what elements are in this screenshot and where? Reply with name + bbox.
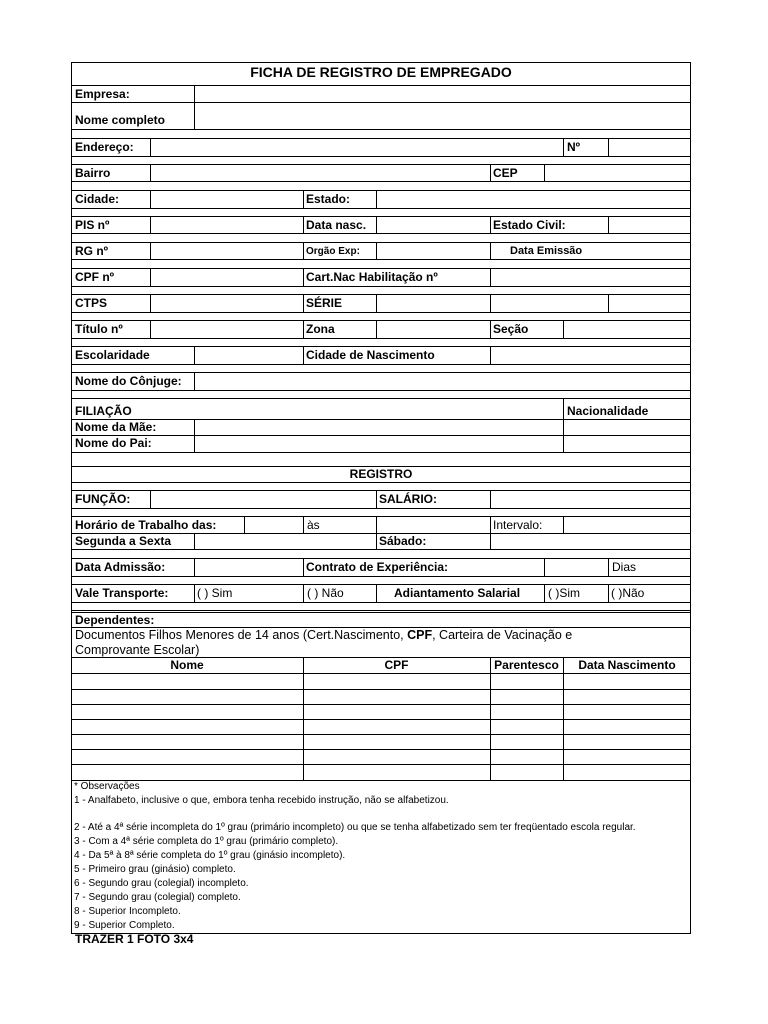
cidade-label: Cidade: <box>75 192 120 206</box>
vale-transporte-sim-option[interactable]: ( ) Sim <box>197 586 233 600</box>
nome-completo-label: Nome completo <box>75 113 166 127</box>
escolaridade-label: Escolaridade <box>75 348 150 362</box>
orgao-exp-label: Orgão Exp: <box>306 246 360 257</box>
estado-label: Estado: <box>306 192 351 206</box>
nacionalidade-field[interactable] <box>565 420 690 451</box>
observacao-item: 1 - Analfabeto, inclusive o que, embora tenha recebido instrução, não se alfabetizou. <box>74 795 449 806</box>
endereco-field[interactable] <box>152 139 562 155</box>
empresa-label: Empresa: <box>75 87 130 101</box>
observacoes-block <box>72 781 690 933</box>
serie-field[interactable] <box>378 295 489 311</box>
nacionalidade-label: Nacionalidade <box>567 404 649 418</box>
estado-field[interactable] <box>378 191 690 207</box>
adiantamento-label: Adiantamento Salarial <box>394 586 521 600</box>
dependent-row[interactable] <box>72 674 690 689</box>
estado-civil-field[interactable] <box>610 217 690 232</box>
orgao-exp-field[interactable] <box>378 243 489 258</box>
dependent-row[interactable] <box>72 765 690 780</box>
horario-label: Horário de Trabalho das: <box>75 518 217 532</box>
numero-field[interactable] <box>610 139 690 155</box>
secao-field[interactable] <box>565 321 690 337</box>
zona-field[interactable] <box>378 321 489 337</box>
secao-label: Seção <box>493 322 529 336</box>
segunda-sexta-label: Segunda a Sexta <box>75 534 172 548</box>
pis-label: PIS nº <box>75 218 110 232</box>
col-header-nome: Nome <box>170 658 204 672</box>
vale-transporte-nao-option[interactable]: ( ) Não <box>307 586 344 600</box>
rg-field[interactable] <box>152 243 302 258</box>
form-title: FICHA DE REGISTRO DE EMPREGADO <box>250 64 512 80</box>
salario-field[interactable] <box>492 491 690 507</box>
salario-label: SALÁRIO: <box>379 492 437 506</box>
dependent-row[interactable] <box>72 735 690 749</box>
data-admissao-field[interactable] <box>196 559 302 575</box>
endereco-label: Endereço: <box>75 140 134 154</box>
cidade-nascimento-field[interactable] <box>492 347 690 363</box>
observacao-item: 8 - Superior Incompleto. <box>74 906 181 917</box>
dependent-row[interactable] <box>72 750 690 764</box>
cep-field[interactable] <box>546 165 690 181</box>
dependent-row[interactable] <box>72 690 690 704</box>
zona-label: Zona <box>306 322 335 336</box>
estado-civil-label: Estado Civil: <box>493 218 566 232</box>
nome-completo-field[interactable] <box>196 103 690 129</box>
observacao-item: 5 - Primeiro grau (ginásio) completo. <box>74 864 236 875</box>
nome-mae-label: Nome da Mãe: <box>75 420 157 434</box>
col-header-parentesco: Parentesco <box>494 658 559 672</box>
dependentes-docs-line1: Documentos Filhos Menores de 14 anos (Cert.Nascimento, CPF, Carteira de Vacinação e <box>75 628 573 642</box>
observacoes-heading: * Observações <box>74 781 140 792</box>
data-nasc-field[interactable] <box>378 217 489 232</box>
cnh-field[interactable] <box>492 269 690 285</box>
sabado-label: Sábado: <box>379 534 427 548</box>
funcao-label: FUNÇÃO: <box>75 492 131 506</box>
filiacao-label: FILIAÇÃO <box>75 404 132 418</box>
observacao-item: 9 - Superior Completo. <box>74 920 175 931</box>
titulo-field[interactable] <box>152 321 302 337</box>
dependent-row[interactable] <box>72 705 690 719</box>
horario-fim-field[interactable] <box>378 517 489 532</box>
conjuge-field[interactable] <box>196 373 690 389</box>
dependent-row[interactable] <box>72 720 690 734</box>
rg-label: RG nº <box>75 244 109 258</box>
cidade-nascimento-label: Cidade de Nascimento <box>306 348 435 362</box>
nome-pai-field[interactable] <box>196 436 562 451</box>
data-emissao-label: Data Emissão <box>510 245 583 257</box>
observacao-item: 3 - Com a 4ª série completa do 1º grau (primário completo). <box>74 836 339 847</box>
as-label: às <box>307 518 320 532</box>
observacao-item: 2 - Até a 4ª série incompleta do 1º grau (primário incompleto) ou que se tenha alfabetizado sem ter freqüentado escola regular. <box>74 822 636 833</box>
intervalo-field[interactable] <box>565 517 690 532</box>
observacao-item: 7 - Segundo grau (colegial) completo. <box>74 892 241 903</box>
cnh-label: Cart.Nac Habilitação nº <box>306 270 438 284</box>
segunda-sexta-field[interactable] <box>196 534 375 549</box>
conjuge-label: Nome do Cônjuge: <box>75 374 182 388</box>
registro-heading: REGISTRO <box>349 467 413 481</box>
bairro-field[interactable] <box>152 165 489 181</box>
adiantamento-sim-option[interactable]: ( )Sim <box>548 586 580 600</box>
pis-field[interactable] <box>152 217 302 232</box>
funcao-field[interactable] <box>152 491 375 507</box>
ctps-field[interactable] <box>152 295 302 311</box>
serie-label: SÉRIE <box>306 296 343 310</box>
dias-label: Dias <box>612 560 637 574</box>
col-header-data-nascimento: Data Nascimento <box>578 658 676 672</box>
adiantamento-nao-option[interactable]: ( )Não <box>611 586 645 600</box>
dependentes-docs-line2: Comprovante Escolar) <box>75 643 200 657</box>
observacao-item: 4 - Da 5ª à 8ª série completa do 1º grau (ginásio incompleto). <box>74 850 346 861</box>
bairro-label: Bairro <box>75 166 111 180</box>
empresa-field[interactable] <box>196 86 690 102</box>
cpf-label: CPF nº <box>75 270 115 284</box>
dependentes-heading: Dependentes: <box>75 613 155 627</box>
nome-pai-label: Nome do Pai: <box>75 436 152 450</box>
contrato-dias-field[interactable] <box>546 559 607 575</box>
numero-label: Nº <box>567 140 581 154</box>
data-nasc-label: Data nasc. <box>306 218 367 232</box>
col-header-cpf: CPF <box>384 658 409 672</box>
ctps-label: CTPS <box>75 296 108 310</box>
intervalo-label: Intervalo: <box>493 518 543 532</box>
footer-note: TRAZER 1 FOTO 3x4 <box>75 932 194 946</box>
observacao-item: 6 - Segundo grau (colegial) incompleto. <box>74 878 249 889</box>
cep-label: CEP <box>493 166 518 180</box>
data-admissao-label: Data Admissão: <box>75 560 166 574</box>
horario-inicio-field[interactable] <box>246 517 302 532</box>
sabado-field[interactable] <box>492 534 690 549</box>
nome-mae-field[interactable] <box>196 420 562 435</box>
contrato-label: Contrato de Experiência: <box>306 560 449 574</box>
escolaridade-field[interactable] <box>196 347 302 363</box>
cidade-field[interactable] <box>152 191 302 207</box>
cpf-field[interactable] <box>152 269 302 285</box>
vale-transporte-label: Vale Transporte: <box>75 586 169 600</box>
titulo-label: Título nº <box>75 322 123 336</box>
